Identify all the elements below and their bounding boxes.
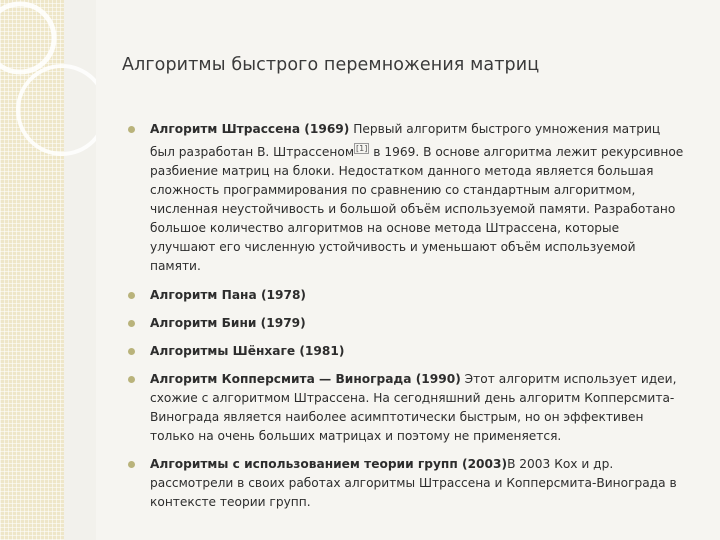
item-text: В 2003 Кох и др. рассмотрели в своих работах алгоритмы Штрассена и Копперсмита-Винограда в контексте теории групп. [150, 457, 677, 510]
item-text: Этот алгоритм использует идеи, схожие с алгоритмом Штрассена. На сегодняшний день алгоритм Копперсмита-Винограда является наиболее асимптотически быстрым, но он эффективен только на очень больших матрицах и поэтому не применяется. [150, 372, 677, 444]
item-lead: Алгоритмы Шёнхаге (1981) [150, 344, 345, 359]
item-lead: Алгоритм Бини (1979) [150, 316, 306, 331]
list-item [128, 370, 688, 446]
item-lead: Алгоритм Копперсмита — Винограда (1990) [150, 372, 461, 387]
list-item [128, 120, 688, 276]
item-text: Первый алгоритм быстрого умножения матриц был разработан В. Штрассеном [150, 122, 661, 160]
list-item [128, 286, 688, 305]
item-text-continued: в 1969. В основе алгоритма лежит рекурсивное разбиение матриц на блоки. Недостатком данного метода является большая сложность программирования по сравнению со стандартным алгоритмом, численная неустойчивость и большой объём используемой памяти. Разработано большое количество алгоритмов на основе метода Штрассена, которые улучшают его численную устойчивость и уменьшают объём используемой памяти. [150, 145, 684, 274]
list-item [128, 455, 688, 512]
slide-title: Алгоритмы быстрого перемножения матриц [122, 55, 540, 75]
list-item [128, 342, 688, 361]
list-item [128, 314, 688, 333]
bullet-list [128, 120, 688, 512]
footnote-ref-link[interactable]: [1] [356, 144, 368, 153]
item-lead: Алгоритмы с использованием теории групп (2003) [150, 457, 508, 472]
item-lead: Алгоритм Пана (1978) [150, 288, 307, 303]
item-lead: Алгоритм Штрассена (1969) [150, 122, 350, 136]
